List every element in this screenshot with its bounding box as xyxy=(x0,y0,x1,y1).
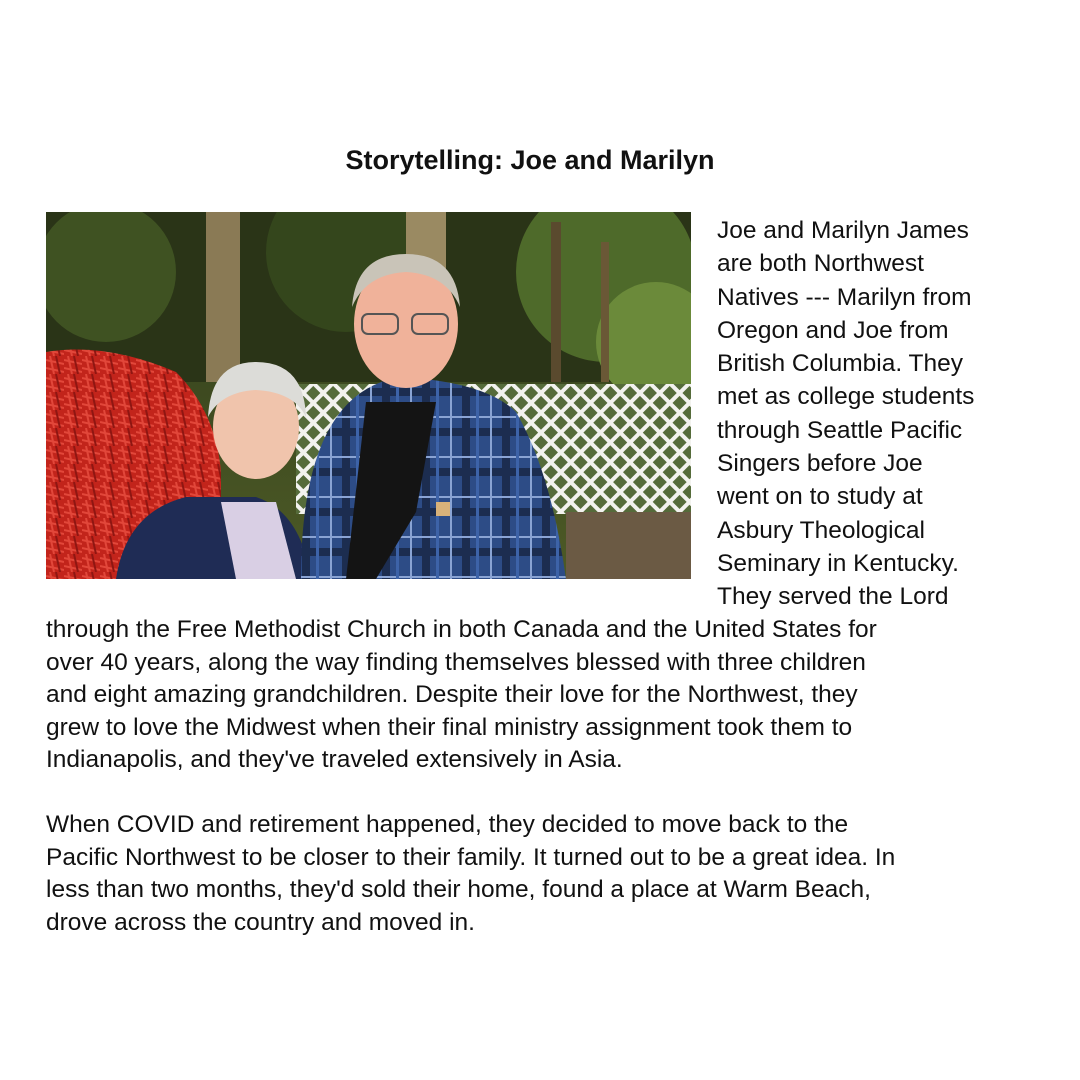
text-line: Seminary in Kentucky. xyxy=(717,549,959,577)
intro-full-width-text xyxy=(46,614,1046,777)
text-line: When COVID and retirement happened, they decided to move back to the xyxy=(46,811,849,838)
text-line: British Columbia. They xyxy=(717,350,964,378)
text-line: They served the Lord xyxy=(717,583,949,611)
second-paragraph xyxy=(46,809,1046,939)
text-line: Natives --- Marilyn from xyxy=(717,283,972,311)
text-line: Asbury Theological xyxy=(717,516,925,544)
text-line: Oregon and Joe from xyxy=(717,316,949,344)
page-title: Storytelling: Joe and Marilyn xyxy=(345,145,715,175)
text-line: are both Northwest xyxy=(717,250,924,278)
text-line: through the Free Methodist Church in both Canada and the United States for xyxy=(46,616,877,643)
text-line: grew to love the Midwest when their final ministry assignment took them to xyxy=(46,713,853,741)
text-line: went on to study at xyxy=(717,483,923,511)
text-line: less than two months, they'd sold their home, found a place at Warm Beach, xyxy=(46,876,871,904)
text-line: Singers before Joe xyxy=(717,450,923,478)
text-line: and eight amazing grandchildren. Despite their love for the Northwest, they xyxy=(46,681,858,709)
text-line: Indianapolis, and they've traveled extensively in Asia. xyxy=(46,746,623,774)
text-line: drove across the country and moved in. xyxy=(46,908,475,936)
intro-wrapped-text xyxy=(717,214,1047,614)
text-line: Pacific Northwest to be closer to their family. It turned out to be a great idea. In xyxy=(46,843,896,871)
couple-photo xyxy=(46,212,691,579)
text-line: Joe and Marilyn James xyxy=(717,217,969,244)
text-line: met as college students xyxy=(717,383,975,411)
text-line: through Seattle Pacific xyxy=(717,416,963,444)
text-line: over 40 years, along the way finding themselves blessed with three children xyxy=(46,648,866,676)
